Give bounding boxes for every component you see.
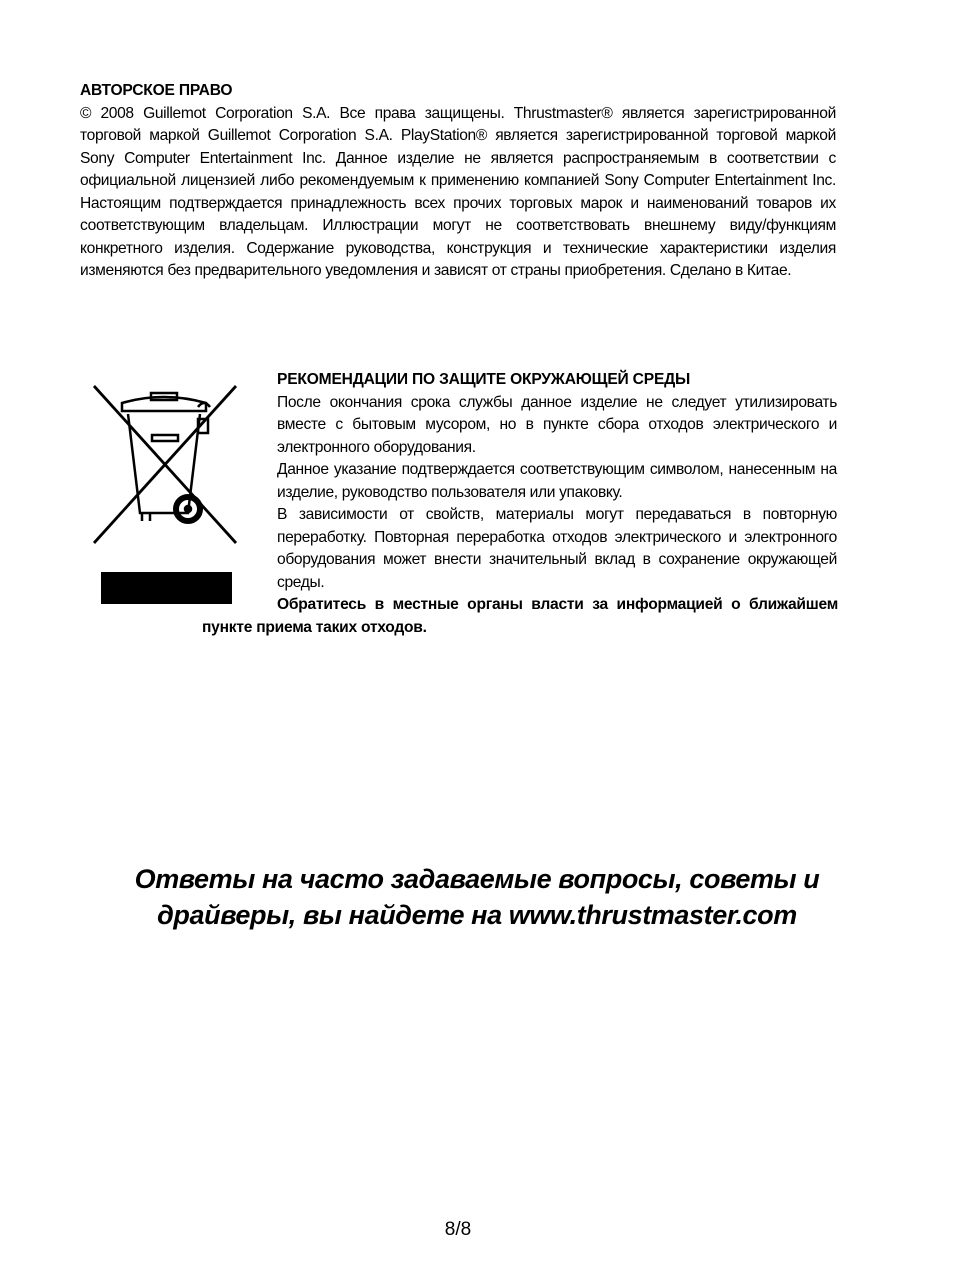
environment-section	[277, 369, 837, 594]
copyright-text: © 2008 Guillemot Corporation S.A. Все права защищены. Thrustmaster® является зарегистрированной торговой маркой Guillemot Corporation S.A. PlayStation® является зарегистрированной торговой маркой Sony Computer Entertainment Inc. Данное изделие не является распространяемым в соответствии с официальной лицензией либо рекомендуемым к применению компанией Sony Computer Entertainment Inc. Настоящим подтверждается принадлежность всех прочих торговых марок и наименований товаров их соответствующим владельцам. Иллюстрации могут не соответствовать внешнему виду/функциям конкретного изделия. Содержание руководства, конструкция и технические характеристики изделия изменяются без предварительного уведомления и зависят от страны приобретения. Сделано в Китае.	[80, 104, 836, 279]
environment-paragraph-3: В зависимости от свойств, материалы могут передаваться в повторную переработку. Повторная переработка отходов электрического и электронного оборудования может внести значительный вклад в сохранение окружающей среды.	[277, 506, 837, 591]
environment-contact-note: Обратитесь в местные органы власти за информацией о ближайшем пункте приема таких отходов.	[202, 596, 838, 636]
environment-heading: РЕКОМЕНДАЦИИ ПО ЗАЩИТЕ ОКРУЖАЮЩЕЙ СРЕДЫ	[277, 371, 691, 388]
copyright-section	[80, 80, 836, 283]
faq-line-2: драйверы, вы найдете на www.thrustmaster.com	[157, 900, 797, 930]
crossed-out-wheelie-bin-icon	[88, 381, 240, 549]
faq-banner	[60, 861, 894, 933]
page-number: 8/8	[444, 1219, 472, 1240]
copyright-heading: АВТОРСКОЕ ПРАВО	[80, 82, 233, 99]
faq-line-1: Ответы на часто задаваемые вопросы, советы и	[134, 864, 820, 894]
environment-paragraph-1: После окончания срока службы данное изделие не следует утилизировать вместе с бытовым мусором, но в пункте сбора отходов электрического и электронного оборудования.	[277, 393, 837, 456]
environment-paragraph-2: Данное указание подтверждается соответствующим символом, нанесенным на изделие, руководство пользователя или упаковку.	[277, 461, 837, 501]
